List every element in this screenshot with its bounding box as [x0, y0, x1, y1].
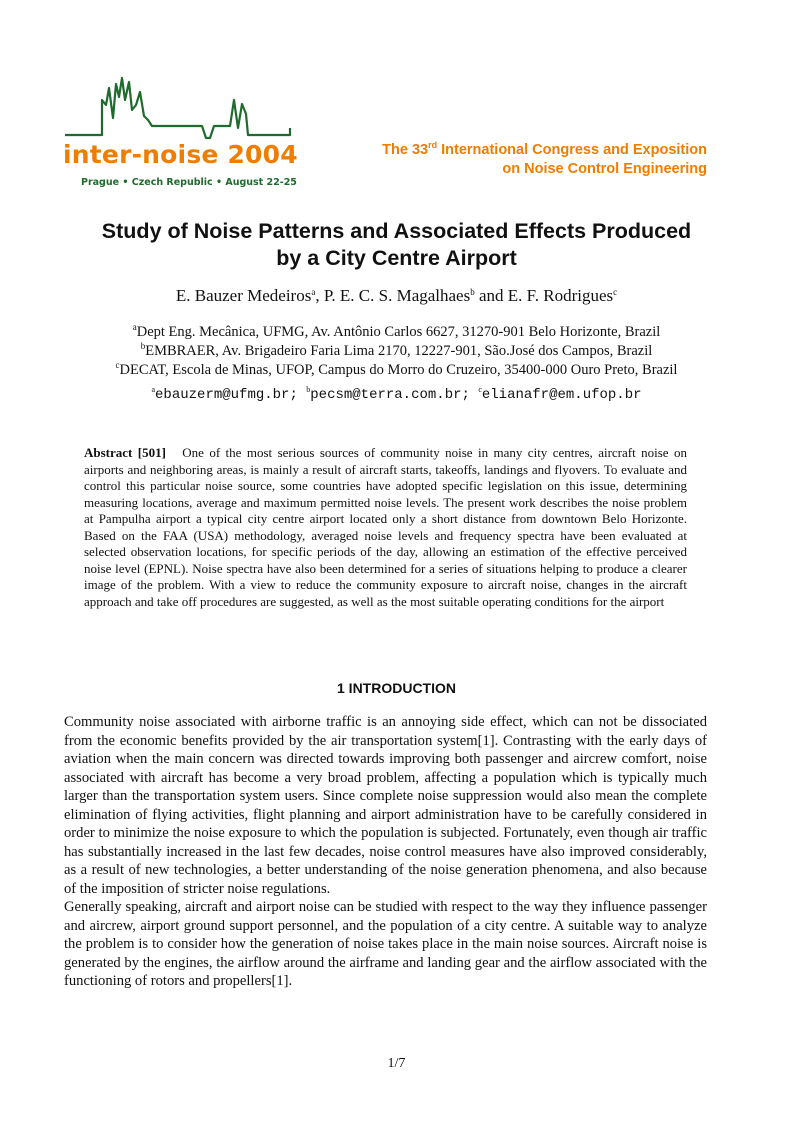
- logo-wordmark: inter-noise 2004: [63, 140, 298, 169]
- affiliation-line: $^a$Dept Eng. Mecânica, UFMG, Av. Antônio Carlos 6627, 31270-901 Belo Horizonte, Brazil: [132, 322, 661, 340]
- body-text: [64, 713, 707, 991]
- affiliations: [40, 323, 753, 380]
- paragraph: Generally speaking, aircraft and airport noise can be studied with respect to the way they influence passenger and aircrew, airport ground support personnel, and the population of a city centre. A suitable way to analyze the problem is to consider how the generation of noise takes place in the main noise sources. Aircraft noise is generated by the engines, the airflow around the airframe and landing gear and the airflow associated with the functioning of rotors and propellers[1].: [64, 899, 707, 989]
- page-number: 1/7: [387, 1056, 406, 1071]
- affiliation-line: $^b$EMBRAER, Av. Brigadeiro Faria Lima 2170, 12227-901, São.José dos Campos, Brazil: [140, 341, 653, 359]
- section-heading: 1 INTRODUCTION: [337, 680, 456, 696]
- inter-noise-logo: [62, 70, 298, 192]
- affiliation-line: $^c$DECAT, Escola de Minas, UFOP, Campus do Morro do Cruzeiro, 35400-000 Ouro Preto, Brazil: [115, 360, 678, 378]
- abstract-text: One of the most serious sources of community noise in many city centres, aircraft noise on airports and neighboring areas, is mainly a result of aircraft starts, takeoffs, landings and flyovers. To evaluate and control this particular noise source, some countries have adopted specific legislation on this issue, determining measuring locations, average and maximum permitted noise levels. The present work describes the noise problem at Pampulha airport a typical city centre airport located only a short distance from downtown Belo Horizonte. Based on the FAA (USA) methodology, averaged noise levels and frequency spectra have been evaluated at selected observation locations, for specific periods of the day, allowing an estimation of the effective perceived noise level (EPNL). Noise spectra have also been determined for a series of situations helping to produce a clearer image of the problem. With a view to reduce the community exposure to aircraft noise, changes in the aircraft approach and take off procedures are suggested, as well as the most suitable operating conditions for the airport: [84, 445, 688, 609]
- email-address[interactable]: pecsm@terra.com.br;: [310, 387, 470, 403]
- conference-line-1: The 33rd International Congress and Exposition: [382, 140, 707, 158]
- abstract-label: Abstract [501]: [84, 445, 166, 460]
- conference-name: [382, 141, 707, 179]
- conference-line-2: on Noise Control Engineering: [502, 161, 707, 177]
- author-name: P. E. C. S. Magalhaes: [323, 286, 471, 305]
- paper-title: Study of Noise Patterns and Associated Effects Produced by a City Centre Airport: [101, 219, 692, 270]
- author-name: E. F. Rodrigues: [507, 286, 614, 305]
- paragraph: Community noise associated with airborne traffic is an annoying side effect, which can not be dissociated from the economic benefits provided by the air transportation system[1]. Contrasting with the early days of aviation when the main concern was directed towards improving both passenger and aircrew comfort, noise associated with aircraft has become a very broad problem, affecting a population which is typically much larger than the transportation system users. Since complete noise suppression would also mean the complete elimination of flying activities, flight planning and airport administration have to be carefully considered in order to minimize the noise exposure to which the population is subjected. Fortunately, even though air traffic has substantially increased in the last few decades, noise control measures have also improved considerably, as a result of new technologies, a better understanding of the noise generation phenomena, and also because of the imposition of stricter noise regulations.: [64, 714, 707, 897]
- email-list: $^a$ebauzerm@ufmg.br; $^b$pecsm@terra.com.br; $^c$elianafr@em.ufop.br: [151, 385, 642, 403]
- email-address[interactable]: ebauzerm@ufmg.br;: [155, 387, 298, 403]
- abstract: [84, 445, 687, 610]
- email-address[interactable]: elianafr@em.ufop.br: [481, 387, 642, 403]
- logo-subline: Prague • Czech Republic • August 22-25: [81, 177, 297, 188]
- skyline-graphic: [62, 70, 294, 192]
- author-name: E. Bauzer Medeiros: [175, 286, 312, 305]
- author-list: E. Bauzer Medeiros$^a$, P. E. C. S. Magalhaes$^b$ and E. F. Rodrigues$^c$: [175, 286, 618, 305]
